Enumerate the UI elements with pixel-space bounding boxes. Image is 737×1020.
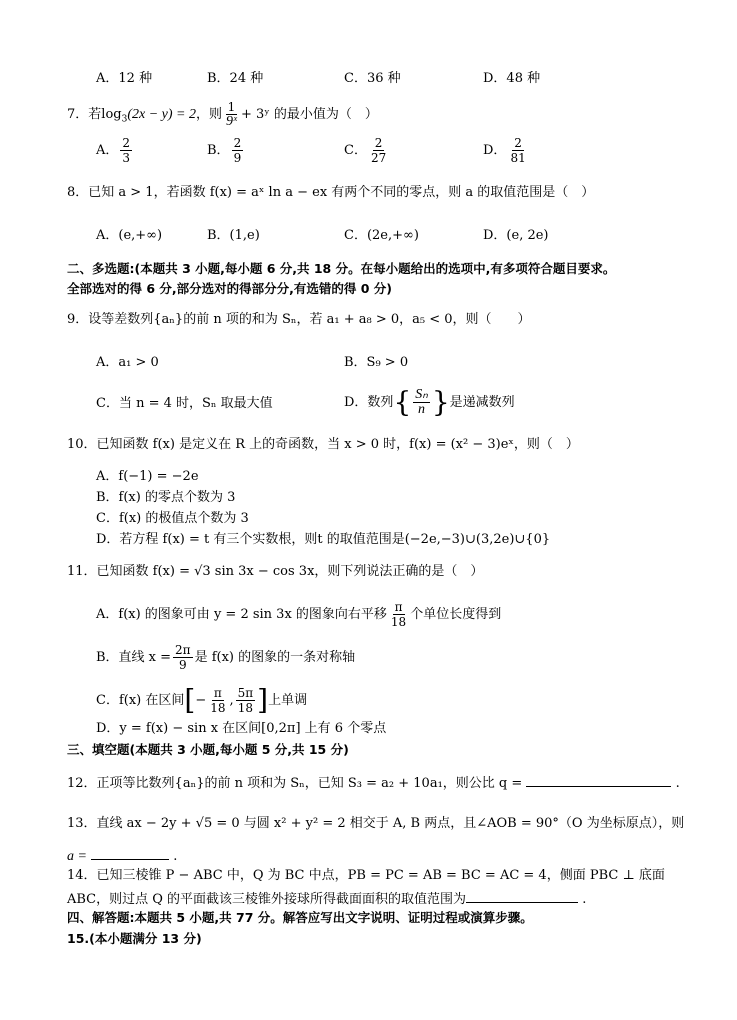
q10-option-a: A．f(−1) = −2e xyxy=(96,469,199,484)
q10-stem: 10．已知函数 f(x) 是定义在 R 上的奇函数，当 x > 0 时，f(x) = (x² − 3)eˣ，则（ ） xyxy=(67,437,579,452)
section-3-heading: 三、填空题(本题共 3 小题,每小题 5 分,共 15 分) xyxy=(67,742,349,757)
q11-option-d: D．y = f(x) − sin x 在区间[0,2π] 上有 6 个零点 xyxy=(96,721,387,736)
q14-stem: 14．已知三棱锥 P − ABC 中，Q 为 BC 中点，PB = PC = AB = BC = AC = 4，侧面 PBC ⊥ 底面 xyxy=(67,868,665,883)
q10-option-c: C．f(x) 的极值点个数为 3 xyxy=(96,511,249,526)
q15-title: 15.(本小题满分 13 分) xyxy=(67,931,202,946)
q8-option-d: D．(e, 2e) xyxy=(483,228,549,243)
q7-option-c: C． $\frac{2}{27}$ xyxy=(344,136,387,165)
q10-option-b: B．f(x) 的零点个数为 3 xyxy=(96,490,236,505)
q13-stem: 13．直线 ax − 2y + √5 = 0 与圆 x² + y² = 2 相交于 A, B 两点，且∠AOB = 90°（O 为坐标原点），则 xyxy=(67,816,685,831)
q12-stem: 12．正项等比数列{aₙ}的前 n 项和为 Sₙ，已知 S₃ = a₂ + 10a₁，则公比 q = . xyxy=(67,772,680,793)
q7-option-b: B． $\frac{2}{9}$ xyxy=(207,136,242,165)
q10-option-d: D．若方程 f(x) = t 有三个实数根，则t 的取值范围是(−2e,−3)∪(3,2e)∪{0} xyxy=(96,532,551,547)
q6-option-c: C．36 种 xyxy=(344,71,401,86)
q8-option-c: C．(2e,+∞) xyxy=(344,228,419,243)
q6-option-a: A．12 种 xyxy=(96,71,153,86)
q14-line2: ABC，则过点 Q 的平面截该三棱锥外接球所得截面面积的取值范围为 . xyxy=(67,888,586,909)
q11-option-c: C．f(x) 在区间[− $\frac{\pi}{18}$ , $\frac{5\pi}{18}$ ]上单调 xyxy=(96,683,308,717)
q9-option-d: D．数列{ $\frac{\text{Sₙ}}{n}$ }是递减数列 xyxy=(344,385,515,419)
q7-fraction: $\frac{1}{\text{9ˣ}}$ xyxy=(226,100,237,129)
q8-stem: 8．已知 a > 1，若函数 f(x) = aˣ ln a − ex 有两个不同的零点，则 a 的取值范围是（ ） xyxy=(67,185,595,200)
q9-option-b: B．S₉ > 0 xyxy=(344,355,409,370)
q9-option-c: C．当 n = 4 时，Sₙ 取最大值 xyxy=(96,396,273,411)
q9-stem: 9．设等差数列{aₙ}的前 n 项的和为 Sₙ，若 a₁ + a₈ > 0，a₅ < 0，则（ ） xyxy=(67,312,531,327)
q13-line2: a = . xyxy=(67,845,177,866)
section-2-note: 全部选对的得 6 分,部分选对的得部分分,有选错的得 0 分) xyxy=(67,281,393,296)
q13-answer-blank xyxy=(91,845,169,860)
q8-option-a: A．(e,+∞) xyxy=(96,228,163,243)
q11-option-a: A．f(x) 的图象可由 y = 2 sin 3x 的图象向右平移 $\frac{\pi}{18}$ 个单位长度得到 xyxy=(96,600,502,629)
q8-option-b: B．(1,e) xyxy=(207,228,260,243)
q9-option-a: A．a₁ > 0 xyxy=(96,355,159,370)
q12-answer-blank xyxy=(526,772,671,787)
section-4-heading: 四、解答题:本题共 5 小题,共 77 分。解答应写出文字说明、证明过程或演算步骤。 xyxy=(67,910,533,925)
q14-answer-blank xyxy=(466,888,578,903)
q11-option-b: B．直线 x = $\frac{2\pi}{9}$ 是 f(x) 的图象的一条对称轴 xyxy=(96,643,356,672)
q7-option-a: A． $\frac{2}{3}$ xyxy=(96,136,131,165)
q6-option-d: D．48 种 xyxy=(483,71,541,86)
q7-option-d: D． $\frac{2}{81}$ xyxy=(483,136,526,165)
q6-option-b: B．24 种 xyxy=(207,71,264,86)
q7-stem: 7．若$\log_3(2x - y) = 2$，则 $\frac{1}{\text{9ˣ}}$ + 3ʸ 的最小值为（ ） xyxy=(67,100,378,129)
section-2-heading: 二、多选题:(本题共 3 小题,每小题 6 分,共 18 分。在每小题给出的选项中,有多项符合题目要求。 xyxy=(67,261,616,276)
q11-stem: 11．已知函数 f(x) = √3 sin 3x − cos 3x，则下列说法正确的是（ ） xyxy=(67,564,484,579)
